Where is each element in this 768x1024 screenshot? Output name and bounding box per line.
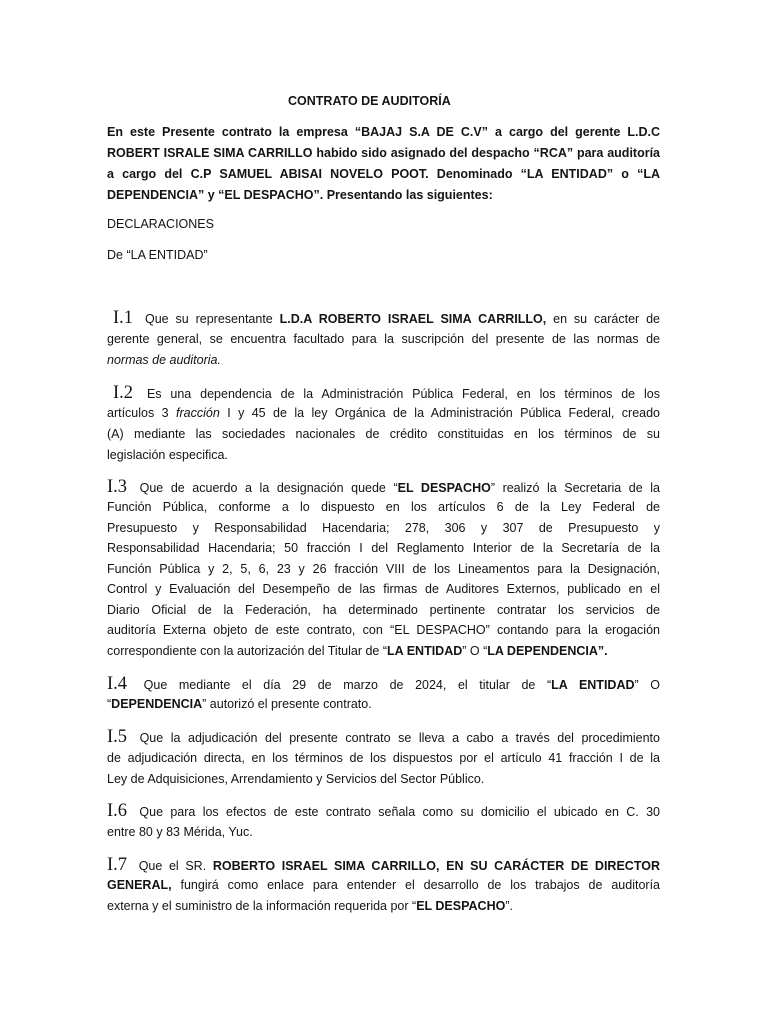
clause-i-1	[107, 308, 660, 371]
clause-number: I.7	[107, 854, 128, 875]
intro-line: DEPENDENCIA” y “EL DESPACHO”. Presentando las siguientes:	[107, 187, 493, 202]
clause-text: fungirá como enlace para entender el desarrollo de los trabajos de auditoría	[171, 878, 660, 893]
clause-line	[107, 477, 660, 498]
bold-text: LA ENTIDAD	[387, 643, 463, 658]
section-heading-block	[107, 214, 660, 235]
clause-i-3	[107, 477, 660, 662]
bold-text: EL DESPACHO	[397, 480, 491, 495]
clause-text: ” O	[634, 677, 660, 692]
clause-line	[107, 674, 660, 694]
clause-line: entre 80 y 83 Mérida, Yuc.	[107, 824, 253, 839]
clause-text: Que para los efectos de este contrato señala como su domicilio el ubicado en C. 30	[139, 804, 660, 819]
clause-line: (A) mediante las sociedades nacionales de crédito constituidas en los términos de su	[107, 426, 660, 441]
clause-line	[107, 896, 660, 917]
bold-text: GENERAL,	[107, 878, 172, 893]
clause-text: ” O “	[462, 643, 488, 658]
clause-number: I.2	[113, 382, 134, 403]
clause-text: artículos 3	[107, 406, 177, 421]
clause-line	[107, 875, 660, 896]
clause-text: externa y el suministro de la información requerida por “	[107, 898, 417, 913]
clause-line	[107, 801, 660, 822]
bold-text: LA DEPENDENCIA”.	[487, 643, 608, 658]
document-title-block	[107, 91, 660, 112]
clause-i-2	[107, 383, 660, 466]
clause-i-6	[107, 801, 660, 843]
clause-line	[107, 308, 660, 329]
section-heading: DECLARACIONES	[107, 216, 214, 231]
section-subheading: De “LA ENTIDAD”	[107, 247, 208, 262]
clause-line	[107, 694, 660, 714]
clause-line: Función Pública y 2, 5, 6, 23 y 26 fracción VIII de los Lineamentos para la Designación,	[107, 561, 660, 576]
clause-line: Presupuesto y Responsabilidad Hacendaria; 278, 306 y 307 de Presupuesto y	[107, 520, 660, 535]
clause-text: “	[107, 697, 112, 712]
clause-number: I.5	[107, 726, 128, 747]
bold-text: ROBERTO ISRAEL SIMA CARRILLO, EN SU CARÁCTER DE DIRECTOR	[212, 858, 660, 873]
intro-line: a cargo del C.P SAMUEL ABISAI NOVELO POOT. Denominado “LA ENTIDAD” o “LA	[107, 166, 660, 181]
clause-text: ” autorizó el presente contrato.	[202, 697, 372, 712]
clause-text: Es una dependencia de la Administración Pública Federal, en los términos de los	[146, 386, 660, 401]
clause-line: gerente general, se encuentra facultado para la suscripción del presente de las normas de	[107, 331, 660, 346]
clause-line: legislación especifica.	[107, 447, 228, 462]
intro-paragraph	[107, 122, 660, 206]
intro-line: En este Presente contrato la empresa “BAJAJ S.A DE C.V” a cargo del gerente L.D.C	[107, 124, 660, 139]
clause-line	[107, 641, 660, 662]
clause-i-5	[107, 727, 660, 790]
clause-line	[107, 383, 660, 404]
clause-text: Que de acuerdo a la designación quede “	[139, 480, 398, 495]
clause-line: auditoría Externa objeto de este contrato, con “EL DESPACHO” contando para la erogación	[107, 623, 660, 638]
document-title: CONTRATO DE AUDITORÍA	[288, 93, 451, 108]
clause-i-7	[107, 855, 660, 917]
bold-text: DEPENDENCIA	[111, 697, 203, 712]
clause-text: ” realizó la Secretaria de la	[490, 480, 660, 495]
clause-text: ”.	[505, 898, 513, 913]
clause-text: en su carácter de	[546, 311, 660, 326]
italic-text: fracción	[176, 406, 220, 421]
clause-text: correspondiente con la autorización del Titular de “	[107, 643, 388, 658]
clause-line: Responsabilidad Hacendaria; 50 fracción I del Reglamento Interior de la Secretaría de la	[107, 541, 660, 556]
intro-line: ROBERT ISRALE SIMA CARRILLO habido sido asignado del despacho “RCA” para auditoría	[107, 145, 660, 160]
clause-i-4	[107, 674, 660, 715]
clause-line	[107, 727, 660, 748]
clause-text: Que el SR.	[138, 858, 213, 873]
clause-line: Control y Evaluación del Desempeño de las firmas de Auditores Externos, publicado en el	[107, 582, 660, 597]
clause-text: Que la adjudicación del presente contrato se lleva a cabo a través del procedimiento	[139, 730, 660, 745]
clause-text: I y 45 de la ley Orgánica de la Administración Pública Federal, creado	[219, 406, 661, 421]
clause-line: de adjudicación directa, en los términos de los dispuestos por el artículo 41 fracción I de la	[107, 750, 660, 765]
clause-line: Función Pública, conforme a lo dispuesto en los artículos 6 de la Ley Federal de	[107, 500, 660, 515]
clause-line: Ley de Adquisiciones, Arrendamiento y Servicios del Sector Público.	[107, 771, 485, 786]
clause-text: Que su representante	[144, 311, 280, 326]
clause-number: I.3	[107, 476, 128, 497]
clause-line: Diario Oficial de la Federación, ha determinado pertinente contratar los servicios de	[107, 602, 660, 617]
clause-line	[107, 403, 660, 424]
section-subheading-block	[107, 245, 660, 266]
clause-line	[107, 855, 660, 876]
clause-number: I.4	[107, 673, 128, 694]
bold-text: L.D.A ROBERTO ISRAEL SIMA CARRILLO,	[279, 311, 547, 326]
clause-text: Que mediante el día 29 de marzo de 2024, el titular de “	[143, 677, 552, 692]
bold-text: LA ENTIDAD	[551, 677, 635, 692]
bold-text: EL DESPACHO	[416, 898, 506, 913]
italic-text: normas de auditoria.	[107, 352, 221, 367]
clause-number: I.1	[113, 307, 134, 328]
clause-number: I.6	[107, 800, 128, 821]
